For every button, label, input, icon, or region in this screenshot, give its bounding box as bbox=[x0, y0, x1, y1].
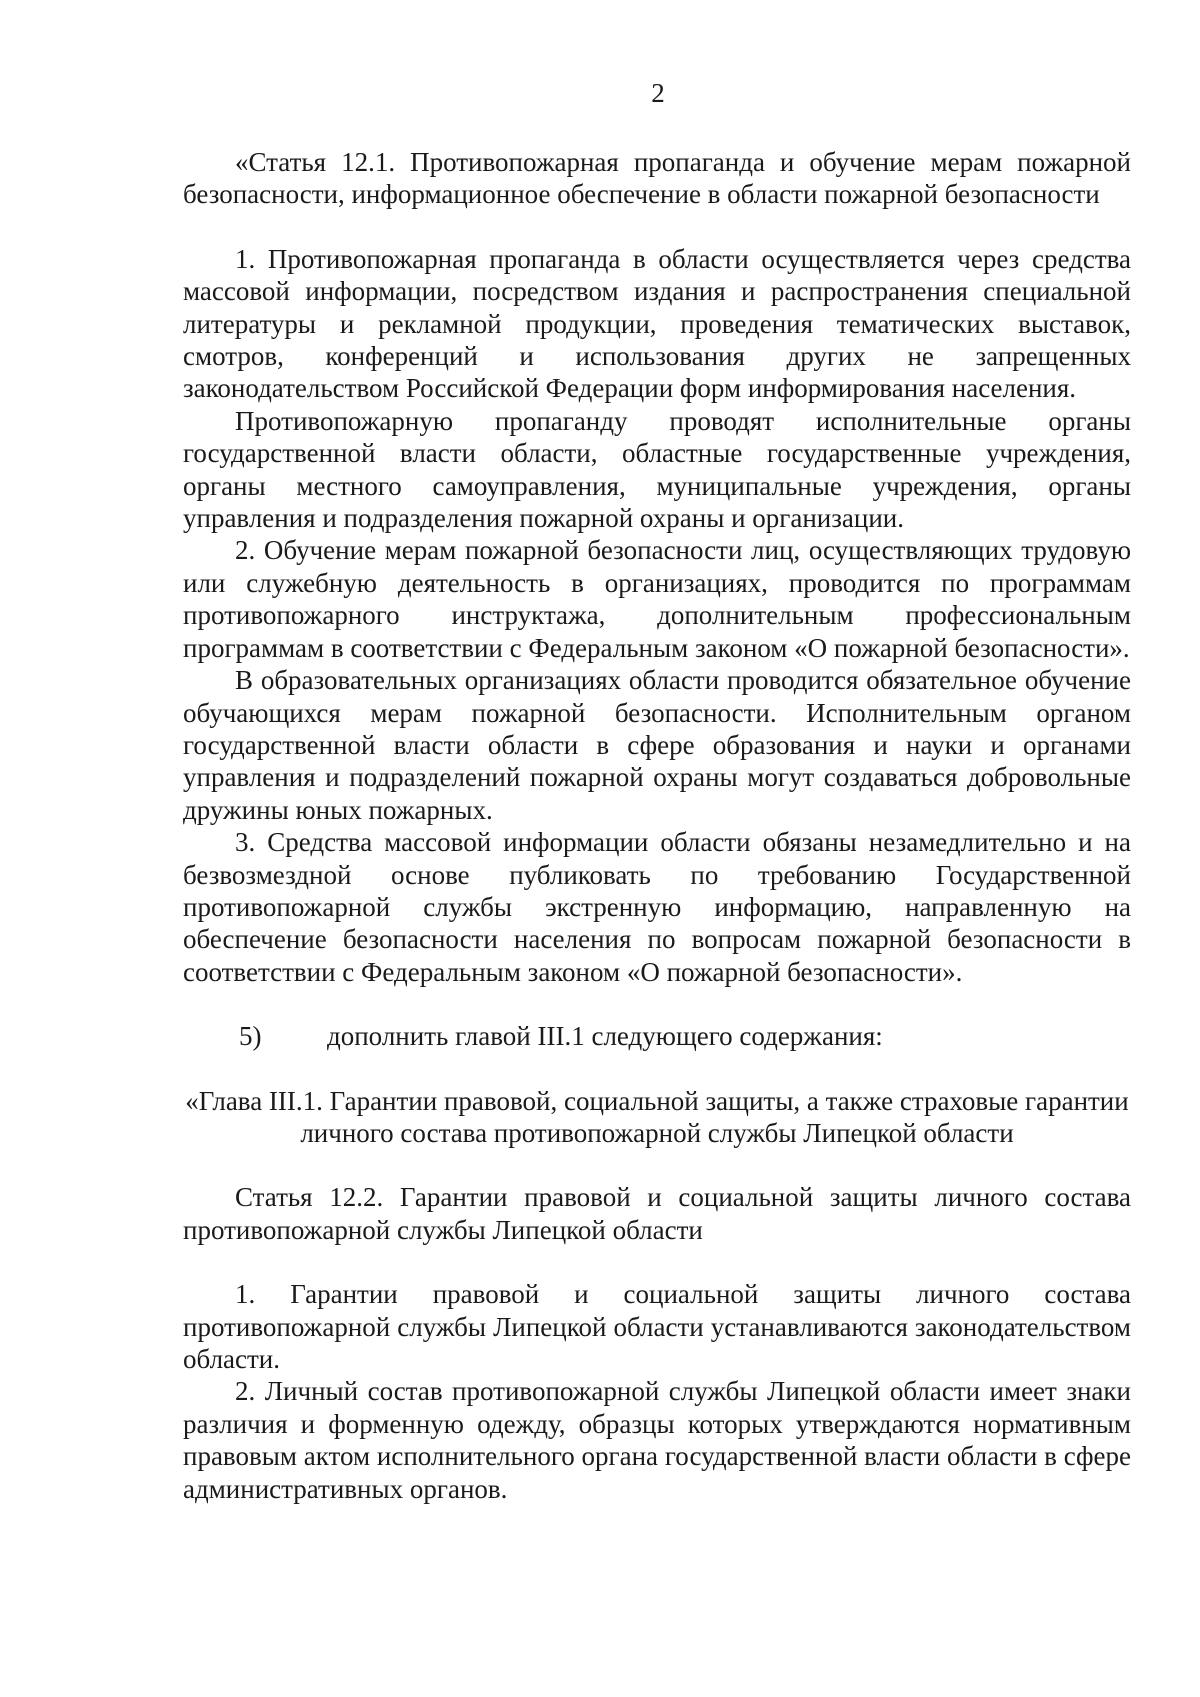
amendment-number: 5) bbox=[239, 1021, 262, 1052]
article-12-1-paragraph: 2. Обучение мерам пожарной безопасности лиц, осуществляющих трудовую или служебную деятельность в организациях, проводится по программам противопожарного инструктажа, дополнительным профессиональным программам в соответствии с Федеральным законом «О пожарной безопасности». bbox=[183, 535, 1131, 663]
article-12-1-paragraph: 3. Средства массовой информации области обязаны незамедлительно и на безвозмездной основе публиковать по требованию Государственной противопожарной службы экстренную информацию, направленную на обеспечение безопасности населения по вопросам пожарной безопасности в соответствии с Федеральным законом «О пожарной безопасности». bbox=[183, 827, 1131, 987]
article-12-2-paragraph: 2. Личный состав противопожарной службы Липецкой области имеет знаки различия и форменную одежду, образцы которых утверждаются нормативным правовым актом исполнительного органа государственной власти области в сфере административных органов. bbox=[183, 1376, 1131, 1504]
page-number: 2 bbox=[651, 78, 665, 108]
article-12-2-paragraph: 1. Гарантии правовой и социальной защиты личного состава противопожарной службы Липецкой области устанавливаются законодательством области. bbox=[183, 1279, 1131, 1374]
amendment-text: дополнить главой III.1 следующего содержания: bbox=[327, 1021, 883, 1052]
article-12-1-title: «Статья 12.1. Противопожарная пропаганда и обучение мерам пожарной безопасности, информационное обеспечение в области пожарной безопасности bbox=[183, 147, 1131, 210]
chapter-3-1-title: «Глава III.1. Гарантии правовой, социальной защиты, а также страховые гарантии личного состава противопожарной службы Липецкой области bbox=[185, 1085, 1129, 1148]
article-12-2-title: Статья 12.2. Гарантии правовой и социальной защиты личного состава противопожарной службы Липецкой области bbox=[183, 1182, 1131, 1245]
amendment-item bbox=[183, 1020, 1131, 1052]
article-12-1-paragraph: Противопожарную пропаганду проводят исполнительные органы государственной власти области, областные государственные учреждения, органы местного самоуправления, муниципальные учреждения, органы управления и подразделения пожарной охраны и организации. bbox=[183, 405, 1131, 534]
document-body bbox=[183, 146, 1131, 1505]
article-12-1-paragraph: В образовательных организациях области проводится обязательное обучение обучающихся мерам пожарной безопасности. Исполнительным органом государственной власти области в сфере образования и науки и органами управления и подразделений пожарной охраны могут создаваться добровольные дружины юных пожарных. bbox=[183, 665, 1131, 825]
article-12-1-paragraph: 1. Противопожарная пропаганда в области осуществляется через средства массовой информации, посредством издания и распространения специальной литературы и рекламной продукции, проведения тематических выставок, смотров, конференций и использования других не запрещенных законодательством Российской Федерации форм информирования населения. bbox=[183, 243, 1131, 404]
